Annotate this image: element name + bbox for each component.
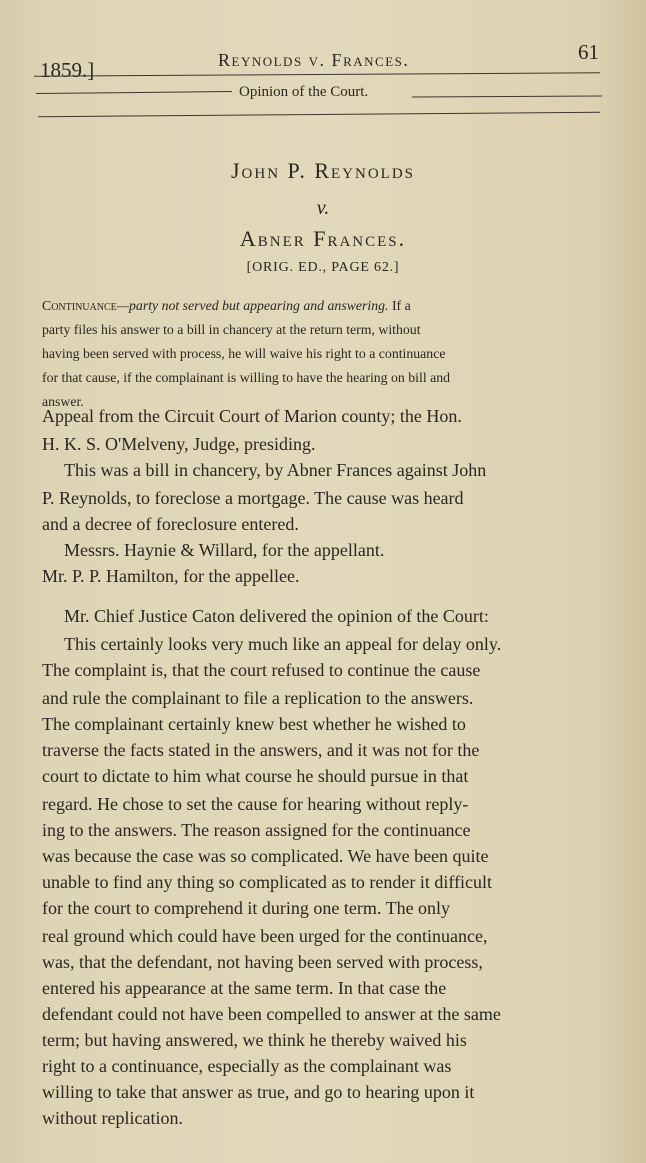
- syllabus-italic: party not served but appearing and answering.: [129, 298, 389, 313]
- syllabus-line: having been served with process, he will waive his right to a continuance: [42, 346, 446, 361]
- opinion-line: ing to the answers. The reason assigned for the continuance: [42, 820, 471, 840]
- statement-line: Appeal from the Circuit Court of Marion county; the Hon.: [42, 406, 462, 426]
- header-rule-right: [412, 96, 602, 98]
- opinion-line: defendant could not have been compelled to answer at the same: [42, 1004, 501, 1024]
- opinion-line: was, that the defendant, not having been served with process,: [42, 952, 483, 972]
- header-rule-top: [34, 72, 600, 76]
- opinion-line: traverse the facts stated in the answers, and it was not for the: [42, 740, 480, 760]
- opinion-line: The complainant certainly knew best whether he wished to: [42, 714, 466, 734]
- syllabus-line: answer.: [42, 394, 84, 409]
- opinion-line: entered his appearance at the same term. In that case the: [42, 978, 447, 998]
- syllabus-text: If a: [391, 298, 411, 313]
- opinion-line: right to a continuance, especially as the complainant was: [42, 1056, 452, 1076]
- syllabus-line: [42, 298, 411, 314]
- case-appellee: Abner Frances.: [239, 226, 407, 251]
- opinion-line: was because the case was so complicated. We have been quite: [42, 846, 489, 866]
- opinion-line: and rule the complainant to file a replication to the answers.: [42, 688, 474, 708]
- opinion-line: real ground which could have been urged for the continuance,: [42, 926, 488, 946]
- header-rule-bottom: [38, 112, 600, 117]
- syllabus-line: party files his answer to a bill in chancery at the return term, without: [42, 322, 421, 337]
- opinion-line: court to dictate to him what course he should pursue in that: [42, 766, 469, 786]
- statement-line: Mr. P. P. Hamilton, for the appellee.: [42, 566, 300, 586]
- opinion-line: The complaint is, that the court refused to continue the cause: [42, 660, 481, 680]
- opinion-line: willing to take that answer as true, and go to hearing upon it: [42, 1082, 475, 1102]
- syllabus-lead: Continuance: [42, 298, 117, 313]
- syllabus-line: for that cause, if the complainant is willing to have the hearing on bill and: [42, 370, 451, 385]
- original-edition-reference: [ORIG. ED., PAGE 62.]: [246, 260, 400, 275]
- header-running-title: Reynolds v. Frances.: [218, 50, 410, 70]
- opinion-line: Mr. Chief Justice Caton delivered the opinion of the Court:: [64, 606, 489, 626]
- statement-line: This was a bill in chancery, by Abner Frances against John: [64, 460, 487, 480]
- opinion-line: term; but having answered, we think he thereby waived his: [42, 1030, 467, 1050]
- opinion-line: regard. He chose to set the cause for hearing without reply-: [42, 794, 469, 814]
- opinion-line: This certainly looks very much like an appeal for delay only.: [64, 634, 502, 654]
- header-rule-left: [36, 91, 232, 94]
- statement-line: and a decree of foreclosure entered.: [42, 514, 299, 534]
- opinion-line: for the court to comprehend it during one term. The only: [42, 898, 451, 918]
- opinion-line: unable to find any thing so complicated as to render it difficult: [42, 872, 493, 892]
- statement-line: P. Reynolds, to foreclose a mortgage. The cause was heard: [42, 488, 464, 508]
- header-subheading: Opinion of the Court.: [239, 84, 369, 100]
- header-year: 1859.]: [40, 58, 95, 82]
- statement-line: H. K. S. O'Melveny, Judge, presiding.: [42, 434, 316, 454]
- header-page-number: 61: [578, 40, 599, 64]
- opinion-line: without replication.: [42, 1108, 183, 1128]
- syllabus-dash: —: [116, 298, 130, 313]
- case-appellant: John P. Reynolds: [230, 158, 416, 183]
- case-versus: v.: [316, 197, 330, 219]
- statement-line: Messrs. Haynie & Willard, for the appellant.: [64, 540, 385, 560]
